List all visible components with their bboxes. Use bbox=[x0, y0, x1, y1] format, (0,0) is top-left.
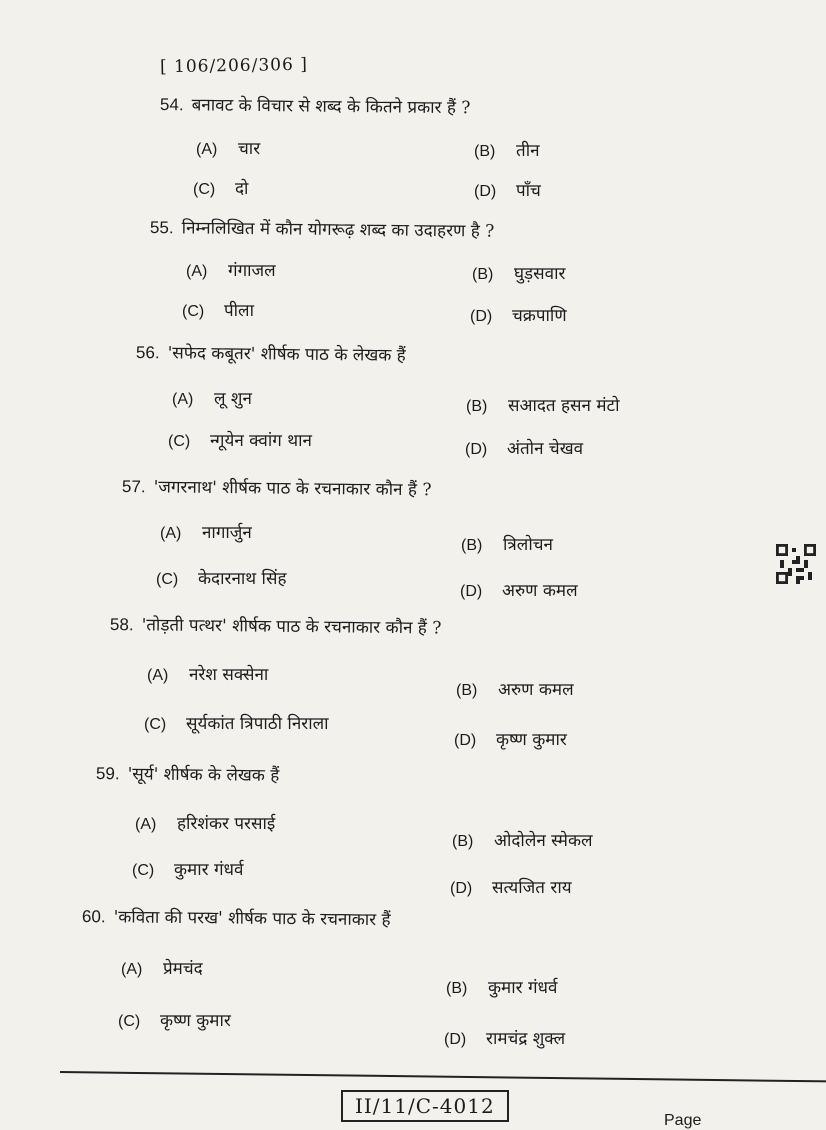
question-number: 59. bbox=[95, 764, 120, 784]
footer-divider bbox=[60, 1071, 826, 1082]
question-number: 56. bbox=[135, 343, 160, 363]
question-number: 54. bbox=[159, 95, 184, 115]
question-text: 'सफेद कबूतर' शीर्षक पाठ के लेखक हैं bbox=[167, 343, 406, 366]
question-58 bbox=[110, 612, 442, 638]
question-59 bbox=[96, 761, 280, 786]
question-number: 60. bbox=[81, 907, 106, 927]
option-d: (D) सत्यजित राय bbox=[450, 878, 572, 898]
option-d: (D) कृष्ण कुमार bbox=[454, 730, 567, 750]
option-c: (C) दो bbox=[193, 179, 249, 199]
option-c: (C) केदारनाथ सिंह bbox=[156, 569, 287, 589]
option-b: (B) सआदत हसन मंटो bbox=[466, 396, 620, 416]
option-a: (A) लू शुन bbox=[172, 389, 252, 409]
paper-code: [ 106/206/306 ] bbox=[159, 54, 309, 78]
option-c: (C) सूर्यकांत त्रिपाठी निराला bbox=[144, 714, 329, 734]
question-60 bbox=[82, 904, 391, 930]
option-d: (D) अरुण कमल bbox=[460, 581, 578, 601]
question-text: 'तोड़ती पत्थर' शीर्षक पाठ के रचनाकार कौन हैं ? bbox=[141, 615, 442, 639]
question-number: 55. bbox=[149, 218, 174, 238]
question-number: 57. bbox=[121, 477, 146, 497]
question-text: 'सूर्य' शीर्षक के लेखक हैं bbox=[127, 764, 280, 786]
question-55 bbox=[150, 215, 495, 242]
question-text: बनावट के विचार से शब्द के कितने प्रकार हैं ? bbox=[191, 95, 471, 119]
option-d: (D) पाँच bbox=[474, 181, 541, 201]
option-c: (C) न्गूयेन क्वांग थान bbox=[168, 431, 312, 451]
option-a: (A) चार bbox=[196, 139, 261, 159]
option-b: (B) त्रिलोचन bbox=[461, 535, 553, 555]
booklet-code: II/11/C-4012 bbox=[341, 1090, 509, 1122]
page-label: Page bbox=[664, 1112, 702, 1129]
question-57 bbox=[122, 474, 432, 500]
option-a: (A) गंगाजल bbox=[186, 261, 276, 281]
question-54 bbox=[160, 92, 471, 118]
option-b: (B) घुड़सवार bbox=[472, 264, 566, 284]
option-a: (A) प्रेमचंद bbox=[121, 959, 203, 979]
option-b: (B) तीन bbox=[474, 141, 540, 161]
option-b: (B) ओदोलेन स्मेकल bbox=[452, 831, 593, 851]
qr-code-icon bbox=[776, 544, 816, 584]
question-text: 'जगरनाथ' शीर्षक पाठ के रचनाकार कौन हैं ? bbox=[153, 477, 432, 501]
question-56 bbox=[136, 340, 406, 366]
option-b: (B) कुमार गंधर्व bbox=[446, 978, 558, 998]
option-d: (D) अंतोन चेखव bbox=[465, 439, 584, 459]
option-d: (D) चक्रपाणि bbox=[470, 306, 567, 326]
question-text: निम्नलिखित में कौन योगरूढ़ शब्द का उदाहरण है ? bbox=[181, 218, 495, 242]
option-c: (C) कृष्ण कुमार bbox=[118, 1011, 231, 1031]
question-number: 58. bbox=[109, 615, 134, 635]
question-text: 'कविता की परख' शीर्षक पाठ के रचनाकार हैं bbox=[113, 907, 391, 931]
option-c: (C) कुमार गंधर्व bbox=[132, 860, 244, 880]
option-a: (A) नरेश सक्सेना bbox=[147, 665, 269, 685]
option-b: (B) अरुण कमल bbox=[456, 680, 574, 700]
option-d: (D) रामचंद्र शुक्ल bbox=[444, 1029, 566, 1049]
option-c: (C) पीला bbox=[182, 301, 254, 321]
option-a: (A) हरिशंकर परसाई bbox=[135, 814, 276, 834]
option-a: (A) नागार्जुन bbox=[160, 523, 252, 543]
